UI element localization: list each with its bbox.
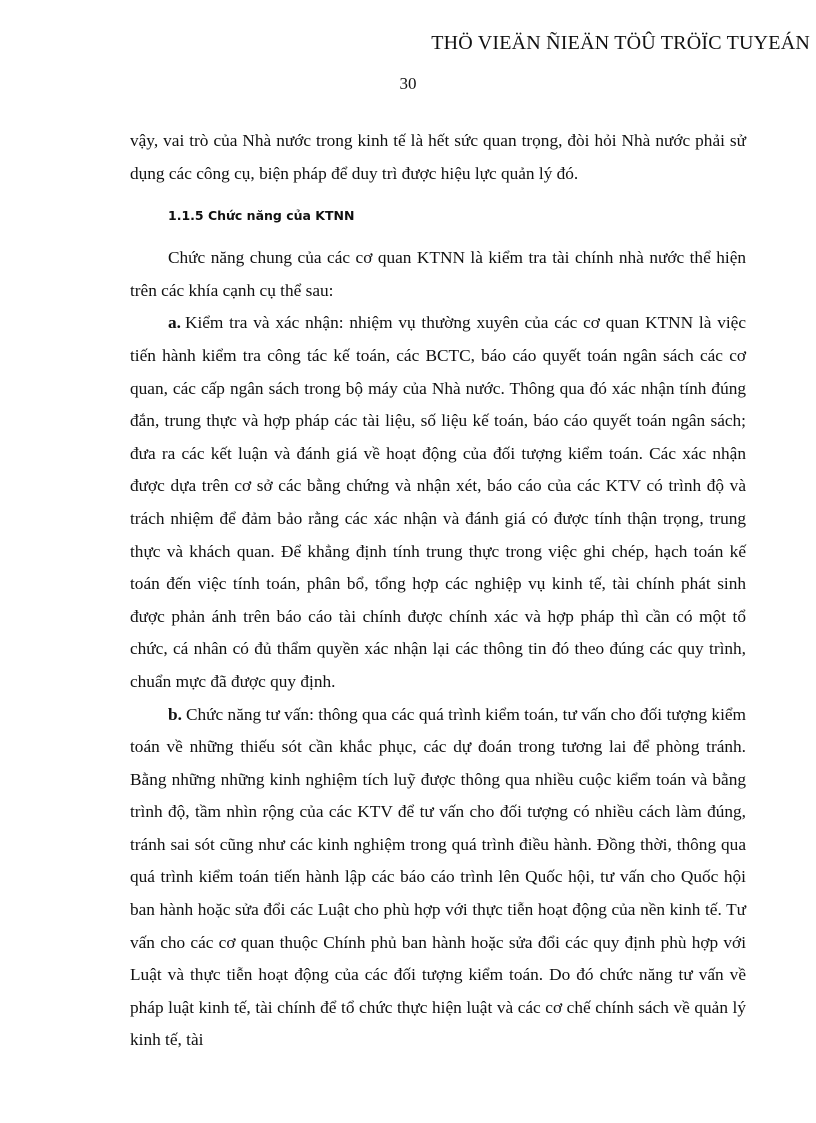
section-heading: 1.1.5 Chức năng của KTNN — [168, 208, 355, 224]
item-text-b: Chức năng tư vấn: thông qua các quá trình kiểm toán, tư vấn cho đối tượng kiểm toán về những thiếu sót cần khắc phục, các dự đoán trong tương lai để phòng tránh. Bằng những những kinh nghiệm tích luỹ được thông qua nhiều cuộc kiểm toán và bằng trình độ, tầm nhìn rộng của các KTV để tư vấn cho đối tượng có nhiều cách làm đúng, tránh sai sót cũng như các kinh nghiệm trong quá trình điều hành. Đồng thời, thông qua quá trình kiểm toán tiến hành lập các báo cáo trình lên Quốc hội, tư vấn cho Quốc hội ban hành hoặc sửa đổi các Luật cho phù hợp với thực tiễn hoạt động của nền kinh tế. Tư vấn cho các cơ quan thuộc Chính phủ ban hành hoặc sửa đổi các quy định phù hợp với Luật và thực tiễn hoạt động của các đối tượng kiểm toán. Do đó chức năng tư vấn về pháp luật kinh tế, tài chính để tổ chức thực hiện luật và các cơ chế chính sách về quản lý kinh tế, tài — [130, 704, 746, 1050]
item-text-a: Kiểm tra và xác nhận: nhiệm vụ thường xuyên của các cơ quan KTNN là việc tiến hành kiểm tra công tác kế toán, các BCTC, báo cáo quyết toán ngân sách các cơ quan, các cấp ngân sách trong bộ máy của Nhà nước. Thông qua đó xác nhận tính đúng đắn, trung thực và hợp pháp các tài liệu, số liệu kế toán, báo cáo quyết toán ngân sách; đưa ra các kết luận và đánh giá về hoạt động của đối tượng kiểm toán. Các xác nhận được dựa trên cơ sở các bằng chứng và nhận xét, báo cáo của các KTV có trình độ và trách nhiệm để đảm bảo rằng các xác nhận và đánh giá có được tính thận trọng, trung thực và khách quan. Để khẳng định tính trung thực trong việc ghi chép, hạch toán kế toán đến việc tính toán, phân bổ, tổng hợp các nghiệp vụ kinh tế, tài chính phát sinh được phản ánh trên báo cáo tài chính được chính xác và hợp pháp thì cần có một tổ chức, cá nhân có đủ thẩm quyền xác nhận lại các thông tin đó theo đúng các quy trình, chuẩn mực đã được quy định. — [130, 313, 746, 691]
paragraph-audit-verification — [130, 307, 746, 698]
item-label-a: a. — [168, 313, 181, 333]
page-number: 30 — [399, 74, 417, 93]
paragraph-intro: vậy, vai trò của Nhà nước trong kinh tế là hết sức quan trọng, đòi hỏi Nhà nước phải sử dụng các công cụ, biện pháp để duy trì được hiệu lực quản lý đó. — [130, 131, 746, 183]
paragraph-functions-overview: Chức năng chung của các cơ quan KTNN là kiểm tra tài chính nhà nước thể hiện trên các khía cạnh cụ thể sau: — [130, 248, 746, 300]
item-label-b: b. — [168, 704, 182, 724]
page-header-title: THÖ VIEÄN ÑIEÄN TÖÛ TRÖÏC TUYEÁN — [431, 32, 810, 54]
paragraph-advisory-function — [130, 699, 746, 1058]
document-body — [130, 125, 746, 1057]
